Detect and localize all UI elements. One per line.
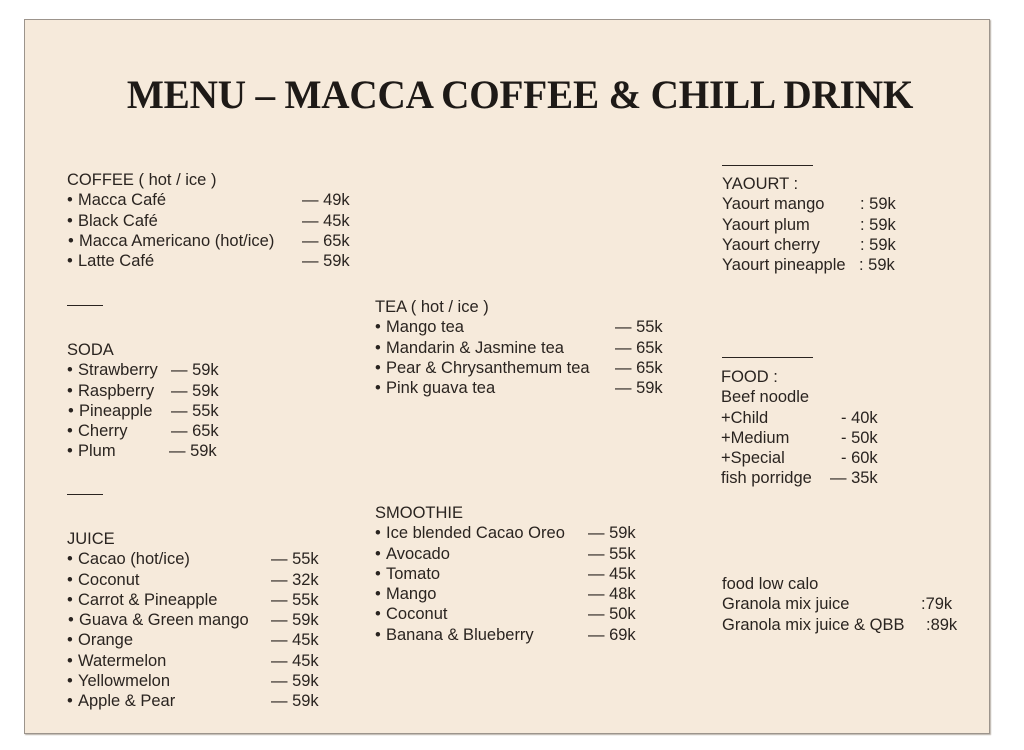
bullet-icon: • [375, 564, 381, 583]
menu-item [375, 523, 655, 543]
bullet-icon: • [375, 625, 381, 644]
item-price: :89k [926, 615, 958, 634]
soda-section [67, 340, 287, 462]
item-name: Cacao (hot/ice) [78, 550, 190, 569]
item-price: — 45k [302, 211, 350, 230]
item-name: +Medium [721, 428, 790, 447]
item-price: :79k [921, 595, 953, 614]
menu-item [721, 468, 961, 488]
menu-item [67, 381, 287, 401]
item-name: Avocado [386, 544, 450, 563]
menu-item [721, 448, 961, 468]
coffee-heading: COFFEE ( hot / ice ) [67, 171, 217, 189]
item-price: — 49k [302, 191, 350, 210]
item-name: Tomato [386, 564, 441, 583]
item-price: - 50k [841, 428, 878, 447]
menu-item [375, 564, 655, 584]
item-name: Black Café [78, 211, 158, 230]
item-name: fish porridge [721, 469, 812, 488]
bullet-icon: • [67, 191, 73, 210]
item-name: Banana & Blueberry [386, 625, 534, 644]
bullet-icon: • [68, 231, 74, 250]
item-name: Pink guava tea [386, 379, 496, 398]
menu-item [67, 401, 287, 421]
menu-item [67, 211, 367, 231]
item-price: — 59k [271, 672, 319, 691]
item-name: Mango [386, 585, 437, 604]
bullet-icon: • [67, 672, 73, 691]
bullet-icon: • [375, 544, 381, 563]
bullet-icon: • [67, 651, 73, 670]
menu-item [67, 251, 367, 271]
menu-item [67, 360, 287, 380]
menu-item [67, 231, 367, 251]
item-name: Pear & Chrysanthemum tea [386, 358, 590, 377]
item-price: — 69k [588, 625, 636, 644]
menu-item [722, 594, 982, 614]
item-name: Plum [78, 442, 116, 461]
item-price: — 59k [302, 252, 350, 271]
item-name: Granola mix juice & QBB [722, 615, 905, 634]
item-name: Granola mix juice [722, 595, 850, 614]
menu-title: MENU – MACCA COFFEE & CHILL DRINK [126, 72, 914, 117]
item-name: Raspberry [78, 381, 155, 400]
section-divider [67, 494, 103, 495]
item-price: — 55k [615, 318, 663, 337]
item-name: Mango tea [386, 318, 464, 337]
item-name: Guava & Green mango [79, 611, 249, 630]
coffee-section [67, 170, 367, 271]
menu-item [375, 338, 675, 358]
item-price: — 65k [171, 422, 219, 441]
item-name: Yaourt pineapple [722, 256, 846, 275]
bullet-icon: • [67, 550, 73, 569]
juice-heading: JUICE [67, 530, 115, 548]
menu-item [67, 190, 367, 210]
item-price: — 65k [615, 358, 663, 377]
item-price: — 55k [271, 550, 319, 569]
item-price: : 59k [860, 235, 896, 254]
item-price: : 59k [860, 215, 896, 234]
item-price: — 45k [271, 651, 319, 670]
bullet-icon: • [375, 318, 381, 337]
section-divider [67, 305, 103, 306]
tea-heading: TEA ( hot / ice ) [375, 298, 489, 316]
bullet-icon: • [67, 570, 73, 589]
item-price: — 48k [588, 585, 636, 604]
item-name: Watermelon [78, 651, 167, 670]
smoothie-heading: SMOOTHIE [375, 504, 464, 522]
item-name: Apple & Pear [78, 692, 176, 711]
menu-item [67, 441, 287, 461]
menu-item [722, 615, 982, 635]
bullet-icon: • [375, 379, 381, 398]
item-price: — 55k [271, 590, 319, 609]
item-name: Cherry [78, 422, 128, 441]
item-price: — 55k [171, 401, 219, 420]
menu-item [721, 428, 961, 448]
menu-item [67, 590, 337, 610]
bullet-icon: • [67, 631, 73, 650]
item-price: - 60k [841, 449, 878, 468]
menu-item [375, 544, 655, 564]
item-name: +Child [721, 408, 769, 427]
item-name: Yaourt mango [722, 195, 825, 214]
bullet-icon: • [67, 442, 73, 461]
menu-item [375, 625, 655, 645]
soda-heading: SODA [67, 341, 114, 359]
tea-section [375, 297, 675, 398]
bullet-icon: • [375, 524, 381, 543]
item-price: — 55k [588, 544, 636, 563]
item-price: : 59k [860, 195, 896, 214]
bullet-icon: • [67, 211, 73, 230]
item-price: — 59k [271, 611, 319, 630]
item-name: Coconut [386, 605, 448, 624]
menu-item [375, 378, 675, 398]
menu-item [375, 604, 655, 624]
item-name: Yaourt plum [722, 215, 810, 234]
bullet-icon: • [375, 358, 381, 377]
food-heading: FOOD : [721, 368, 778, 386]
item-price: — 45k [588, 564, 636, 583]
item-name: Pineapple [79, 401, 153, 420]
item-price: — 35k [830, 469, 878, 488]
menu-item [67, 691, 337, 711]
item-name: Macca Americano (hot/ice) [79, 231, 275, 250]
food-section [721, 367, 961, 489]
item-price: — 50k [588, 605, 636, 624]
menu-item [67, 610, 337, 630]
bullet-icon: • [67, 590, 73, 609]
menu-item [375, 358, 675, 378]
bullet-icon: • [67, 692, 73, 711]
item-price: — 59k [588, 524, 636, 543]
smoothie-section [375, 503, 655, 645]
menu-item [67, 651, 337, 671]
menu-item [67, 570, 337, 590]
item-price: - 40k [841, 408, 878, 427]
item-name: Yaourt cherry [722, 235, 820, 254]
item-price: — 59k [171, 381, 219, 400]
bullet-icon: • [68, 611, 74, 630]
menu-item [375, 317, 675, 337]
section-divider [722, 165, 813, 166]
item-name: Macca Café [78, 191, 167, 210]
bullet-icon: • [375, 338, 381, 357]
food-subheading: Beef noodle [721, 388, 810, 407]
menu-item [67, 421, 287, 441]
menu-item [375, 584, 655, 604]
item-name: Latte Café [78, 252, 155, 271]
bullet-icon: • [375, 585, 381, 604]
menu-item [722, 194, 962, 214]
bullet-icon: • [68, 401, 74, 420]
item-price: : 59k [859, 256, 895, 275]
item-price: — 59k [171, 361, 219, 380]
item-price: — 59k [271, 692, 319, 711]
menu-item [722, 235, 962, 255]
item-price: — 59k [169, 442, 217, 461]
menu-item [722, 255, 962, 275]
bullet-icon: • [67, 252, 73, 271]
section-divider [722, 357, 813, 358]
menu-item [721, 408, 961, 428]
item-price: — 32k [271, 570, 319, 589]
item-name: Carrot & Pineapple [78, 590, 218, 609]
menu-item [67, 549, 337, 569]
bullet-icon: • [67, 361, 73, 380]
juice-section [67, 529, 337, 712]
menu-item [67, 630, 337, 650]
item-price: — 59k [615, 379, 663, 398]
item-name: Strawberry [78, 361, 158, 380]
menu-item [722, 215, 962, 235]
item-name: +Special [721, 449, 785, 468]
item-name: Orange [78, 631, 134, 650]
bullet-icon: • [67, 422, 73, 441]
item-price: — 65k [615, 338, 663, 357]
low-calo-heading: food low calo [722, 575, 819, 593]
menu-item [67, 671, 337, 691]
item-price: — 45k [271, 631, 319, 650]
item-name: Coconut [78, 570, 140, 589]
item-price: — 65k [302, 231, 350, 250]
yaourt-section [722, 174, 962, 275]
item-name: Ice blended Cacao Oreo [386, 524, 565, 543]
bullet-icon: • [375, 605, 381, 624]
item-name: Yellowmelon [78, 672, 171, 691]
low-calo-section [722, 574, 982, 635]
bullet-icon: • [67, 381, 73, 400]
yaourt-heading: YAOURT : [722, 175, 799, 193]
item-name: Mandarin & Jasmine tea [386, 338, 564, 357]
